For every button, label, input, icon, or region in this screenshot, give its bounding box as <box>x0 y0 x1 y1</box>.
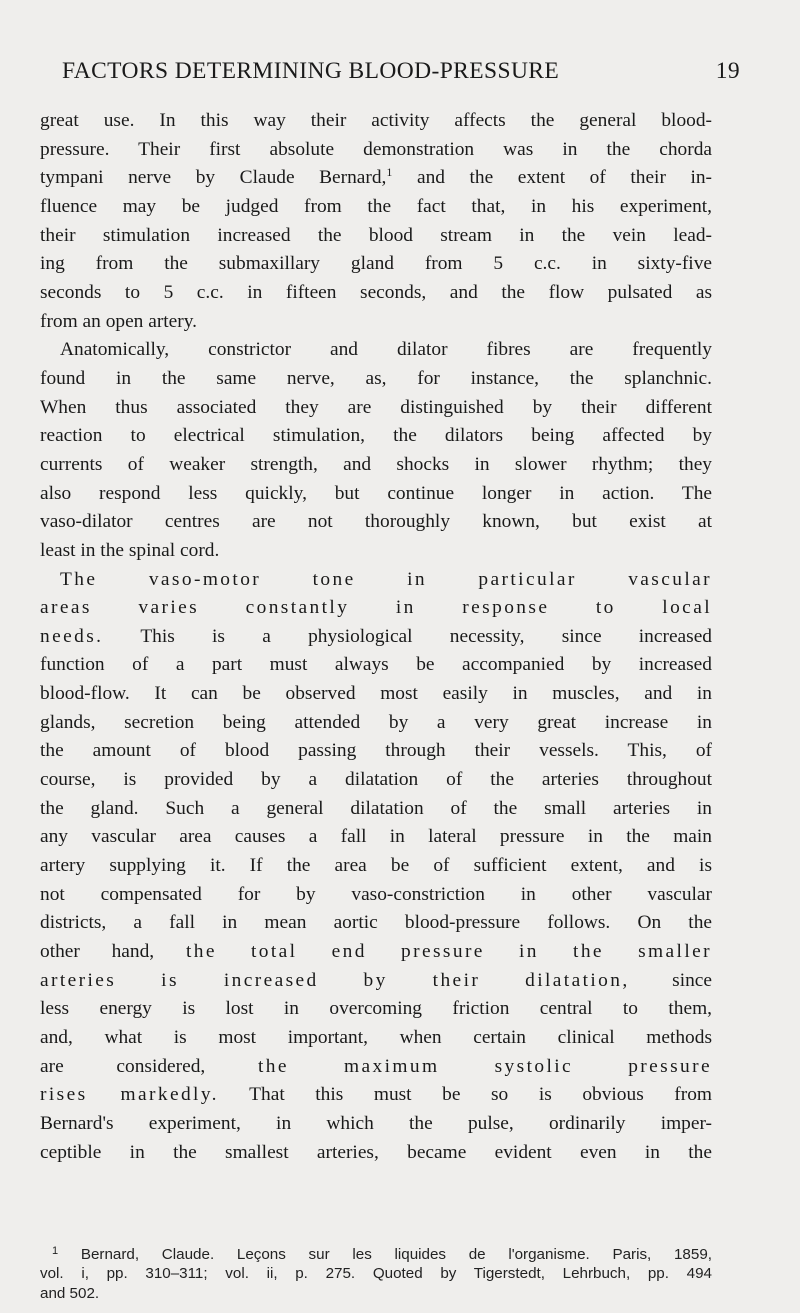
text-line: artery supplying it. If the area be of sufficient extent, and is <box>40 855 712 877</box>
text-line: course, is provided by a dilatation of the arteries throughout <box>40 769 712 791</box>
footnote-line: and 502. <box>40 1284 100 1302</box>
running-title: FACTORS DETERMINING BLOOD-PRESSURE <box>62 58 560 84</box>
text-line <box>40 623 712 652</box>
footnote-line: vol. i, pp. 310–311; vol. ii, p. 275. Quoted by Tigerstedt, Lehrbuch, pp. 494 <box>40 1265 712 1283</box>
text-line: When thus associated they are distinguished by their different <box>40 396 712 418</box>
text-fragment: This is a physiological necessity, since increased <box>140 625 713 647</box>
text-line: The vaso-motor tone in particular vascular <box>60 568 712 590</box>
text-line <box>40 938 712 967</box>
text-line: currents of weaker strength, and shocks in slower rhythm; they <box>40 453 712 475</box>
text-line: districts, a fall in mean aortic blood-pressure follows. On the <box>40 912 712 934</box>
text-fragment: and the extent of their in- <box>392 167 712 189</box>
text-line: their stimulation increased the blood stream in the vein lead- <box>40 224 712 246</box>
text-fragment: since <box>672 969 712 991</box>
text-line: least in the spinal cord. <box>40 539 220 561</box>
text-line: reaction to electrical stimulation, the dilators being affected by <box>40 425 712 447</box>
text-line: found in the same nerve, as, for instance, the splanchnic. <box>40 367 712 389</box>
body-text <box>40 107 712 1167</box>
footnote-ref: 1 <box>386 165 393 180</box>
text-line: the amount of blood passing through their vessels. This, of <box>40 740 712 762</box>
text-line: fluence may be judged from the fact that, in his experiment, <box>40 195 712 217</box>
footnote <box>40 1245 712 1303</box>
text-line: ing from the submaxillary gland from 5 c.c. in sixty-five <box>40 253 712 275</box>
text-fragment: other hand, <box>40 941 155 963</box>
text-fragment: rises markedly. <box>40 1084 219 1106</box>
text-fragment: That this must be so is obvious from <box>249 1084 713 1106</box>
running-header <box>62 58 740 85</box>
text-line: areas varies constantly in response to local <box>40 597 712 619</box>
text-line <box>40 967 712 996</box>
text-line: less energy is lost in overcoming friction central to them, <box>40 998 712 1020</box>
text-line: function of a part must always be accompanied by increased <box>40 654 712 676</box>
text-line: pressure. Their first absolute demonstration was in the chorda <box>40 138 712 160</box>
text-line: blood-flow. It can be observed most easily in muscles, and in <box>40 683 712 705</box>
text-line <box>40 164 712 193</box>
text-line: and, what is most important, when certain clinical methods <box>40 1027 712 1048</box>
text-line: from an open artery. <box>40 310 198 332</box>
text-fragment: the maximum systolic pressure <box>258 1055 712 1077</box>
text-line: ceptible in the smallest arteries, became evident even in the <box>40 1141 712 1163</box>
text-fragment: needs. <box>40 625 104 647</box>
text-line: seconds to 5 c.c. in fifteen seconds, and the flow pulsated as <box>40 281 712 303</box>
text-line: great use. In this way their activity affects the general blood- <box>40 110 712 131</box>
text-line: not compensated for by vaso-constriction in other vascular <box>40 883 712 905</box>
text-line <box>40 1081 712 1110</box>
text-fragment: tympani nerve by Claude Bernard, <box>40 167 387 189</box>
text-fragment: arteries is increased by their dilatation, <box>40 969 630 991</box>
text-line <box>40 1053 712 1082</box>
footnote-marker: 1 <box>52 1245 59 1257</box>
text-line: vaso-dilator centres are not thoroughly known, but exist at <box>40 511 712 533</box>
text-fragment: the total end pressure in the smaller <box>185 941 712 963</box>
page-number: 19 <box>715 58 740 84</box>
text-line: Bernard's experiment, in which the pulse, ordinarily imper- <box>40 1112 712 1134</box>
text-fragment: are considered, <box>40 1055 206 1077</box>
text-line: Anatomically, constrictor and dilator fibres are frequently <box>60 339 712 361</box>
footnote-text: Bernard, Claude. Leçons sur les liquides de l'organisme. Paris, 1859, <box>80 1246 712 1263</box>
footnote-line <box>40 1245 712 1264</box>
text-line: also respond less quickly, but continue longer in action. The <box>40 482 712 504</box>
text-line: glands, secretion being attended by a very great increase in <box>40 711 712 733</box>
text-line: any vascular area causes a fall in lateral pressure in the main <box>40 826 712 848</box>
text-line: the gland. Such a general dilatation of the small arteries in <box>40 797 712 819</box>
